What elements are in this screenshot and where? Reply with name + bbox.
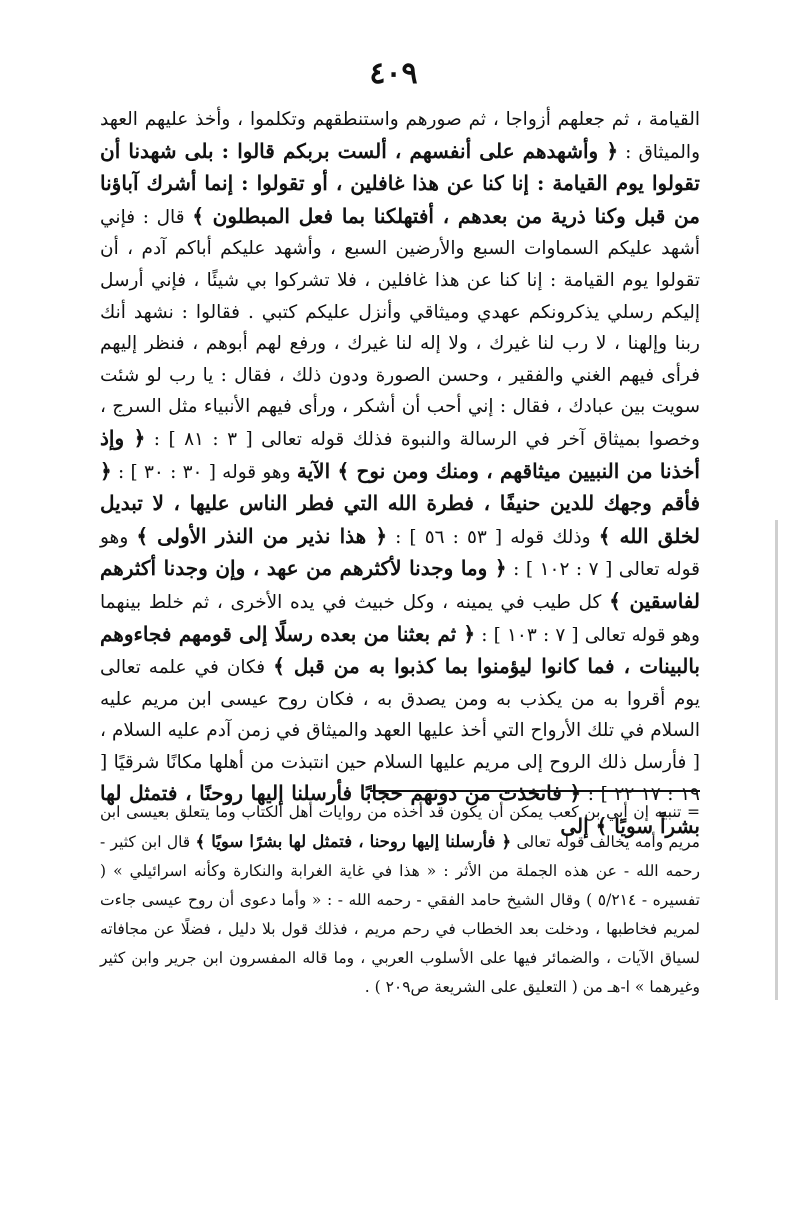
quran-verse: ﴿ ثم بعثنا من بعده رسلًا إلى قومهم فجاءوهم بالبينات ، فما كانوا ليؤمنوا بما كذبوا به من قبل ﴾ [100, 621, 700, 679]
quran-verse: ﴿ فاتخذت من دونهم حجابًا فأرسلنا إليها روحنًا ، فتمثل لها بشراً سويًا ﴾ إلى [100, 781, 700, 839]
text-segment: فكان في علمه تعالى يوم أقروا به من يكذب به ومن يصدق به ، فكان روح عيسى ابن مريم عليه السلام في تلك الأرواح التي أخذ عليها العهد والميثاق في زمن آدم عليه السلام ، [ فأرسل ذلك الروح إلى مريم عليها السلام حين انتبذت من أهلها مكانًا شرقيًا [ ١٩ : ١٧ ٢٢ ] : [100, 657, 700, 806]
text-segment: قال : فإني أشهد عليكم السماوات السبع والأرضين السبع ، وأشهد عليكم أباكم آدم ، أن تقولوا يوم القيامة : إنا كنا عن هذا غافلين ، فلا تشركوا بي شيئًا ، فإني أرسل إليكم رسلي يذكرونكم عهدي وميثاقي وأنزل عليكم كتبي . فقالوا : نشهد أنك ربنا وإلهنا ، لا رب لنا غيرك ، ولا إله لنا غيرك ، ورفع لهم أبوهم ، فنظر إليهم فرأى فيهم الغني والفقير ، وحسن الصورة ودون ذلك ، فقال : يا رب لو شئت سويت بين عبادك ، فقال : إني أحب أن أشكر ، ورأى فيهم الأنبياء مثل السرج ، وخصوا بميثاق آخر في الرسالة والنبوة فذلك قوله تعالى [ ٣ : ٨١ ] : [100, 206, 700, 450]
footnote-divider [370, 790, 700, 792]
quran-verse: ﴿ فأقم وجهك للدين حنيفًا ، فطرة الله التي فطر الناس عليها ، لا تبديل لخلق الله ﴾ [100, 458, 700, 548]
quran-verse: ﴿ فأرسلنا إليها روحنا ، فتمثل لها بشرًا سويًا ﴾ [195, 832, 512, 851]
quran-verse: ﴿ وما وجدنا لأكثرهم من عهد ، وإن وجدنا أكثرهم لفاسقين ﴾ [100, 556, 700, 613]
page-number: ٤٠٩ [369, 56, 418, 91]
text-segment: وهو قوله [ ٣٠ : ٣٠ ] : [111, 461, 297, 483]
text-segment: وهو قوله تعالى [ ٧ : ١٠٢ ] : [100, 526, 701, 581]
scan-edge-mark [775, 520, 778, 1000]
footnote-paragraph [100, 798, 700, 1002]
quran-verse: ﴿ وأشهدهم على أنفسهم ، ألست بربكم قالوا : بلى شهدنا أن تقولوا يوم القيامة : إنا كنا عن هذا غافلين ، أو تقولوا : إنما أشرك آباؤنا من قبل وكنا ذرية من بعدهم ، أفتهلكنا بما فعل المبطلون ﴾ [100, 138, 700, 228]
text-segment: وذلك قوله [ ٥٣ : ٥٦ ] : [387, 526, 599, 548]
text-segment: = تنبيه إن أبي بن كعب يمكن أن يكون قد أخذه من روايات أهل الكتاب وما يتعلق بعيسى ابن مريم وأمه يخالف قوله تعالى [100, 803, 700, 851]
text-segment: كل طيب في يمينه ، وكل خبيث في يده الأخرى ، ثم خلط بينهما وهو قوله تعالى [ ٧ : ١٠٣ ] : [100, 591, 700, 646]
main-text [100, 104, 700, 844]
quran-verse: ﴿ وإذ أخذنا من النبيين ميثاقهم ، ومنك ومن نوح ﴾ الآية [100, 425, 700, 483]
text-segment: قال ابن كثير - رحمه الله - عن هذه الجملة من الأثر : « هذا في غاية الغرابة والنكارة وكأنه اسرائيلي » ( تفسيره - ٥/٢١٤ ) وقال الشيخ حامد الفقي - رحمه الله - : « وأما دعوى أن روح عيسى جاءت لمريم فخاطبها ، ودخلت بعد الخطاب في رحم مريم ، فذلك قول بلا دليل ، فضلًا عن مجافاته لسياق الآيات ، والضمائر فيها على الأسلوب العربي ، وما قاله المفسرون ابن جرير وابن كثير وغيرهما » ا-هـ من ( التعليق على الشريعة ص٢٠٩ ) . [100, 833, 700, 996]
footnote [100, 798, 700, 1002]
quran-verse: ﴿ هذا نذير من النذر الأولى ﴾ [136, 523, 388, 548]
main-paragraph [100, 104, 700, 844]
text-segment: القيامة ، ثم جعلهم أزواجا ، ثم صورهم واستنطقهم وتكلموا ، وأخذ عليهم العهد والميثاق : [100, 109, 701, 163]
